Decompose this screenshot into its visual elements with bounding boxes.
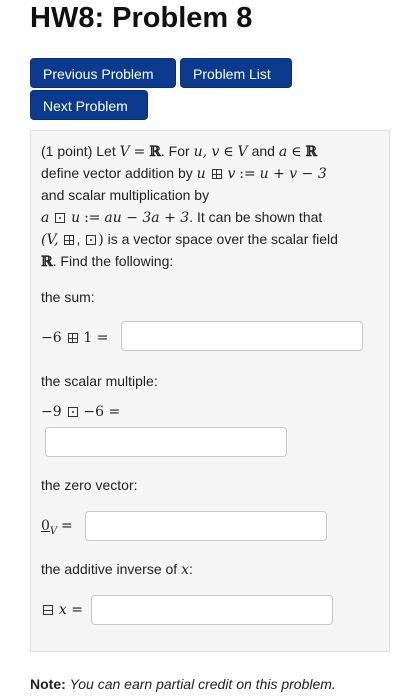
- partial-credit-note: Note: You can earn partial credit on this problem.: [30, 676, 336, 692]
- boxminus-icon: [43, 605, 53, 615]
- previous-problem-button[interactable]: Previous Problem: [30, 58, 176, 88]
- sum-expression: −6 1 =: [41, 330, 109, 346]
- next-problem-button[interactable]: Next Problem: [30, 90, 148, 120]
- scalar-multiple-expression: −9 −6 =: [41, 404, 121, 420]
- page-title: HW8: Problem 8: [30, 2, 253, 34]
- problem-list-button[interactable]: Problem List: [180, 58, 292, 88]
- scalar-multiple-label: the scalar multiple:: [41, 373, 158, 389]
- zero-vector-label: the zero vector:: [41, 477, 138, 493]
- boxdot-icon: [86, 235, 96, 245]
- problem-statement-line-3: and scalar multiplication by: [41, 187, 210, 203]
- problem-statement-line-5: (V, , ) is a vector space over the scalar field: [41, 231, 338, 248]
- boxdot-icon: [68, 407, 78, 417]
- boxplus-icon: [68, 333, 78, 343]
- sum-answer-input[interactable]: [121, 321, 363, 351]
- problem-box: [30, 130, 390, 652]
- boxplus-icon: [212, 169, 222, 179]
- additive-inverse-answer-input[interactable]: [91, 595, 333, 625]
- sum-label: the sum:: [41, 289, 95, 305]
- zero-vector-expression: $0_V$ =: [41, 518, 73, 537]
- problem-statement-line-4: a u := au − 3a + 3. It can be shown that: [41, 209, 323, 226]
- zero-vector-answer-input[interactable]: [85, 511, 327, 541]
- additive-inverse-expression: x =: [41, 601, 83, 618]
- problem-statement-line-6: ℝ. Find the following:: [41, 253, 174, 270]
- boxdot-icon: [55, 213, 65, 223]
- problem-statement-line-2: define vector addition by u v := u + v − 3: [41, 165, 327, 182]
- scalar-multiple-answer-input[interactable]: [45, 427, 287, 457]
- boxplus-icon: [64, 235, 74, 245]
- additive-inverse-label: the additive inverse of x:: [41, 561, 193, 578]
- problem-statement-line-1: (1 point) Let V = ℝ. For u, v ∈ V and a ∈ ℝ: [41, 143, 317, 160]
